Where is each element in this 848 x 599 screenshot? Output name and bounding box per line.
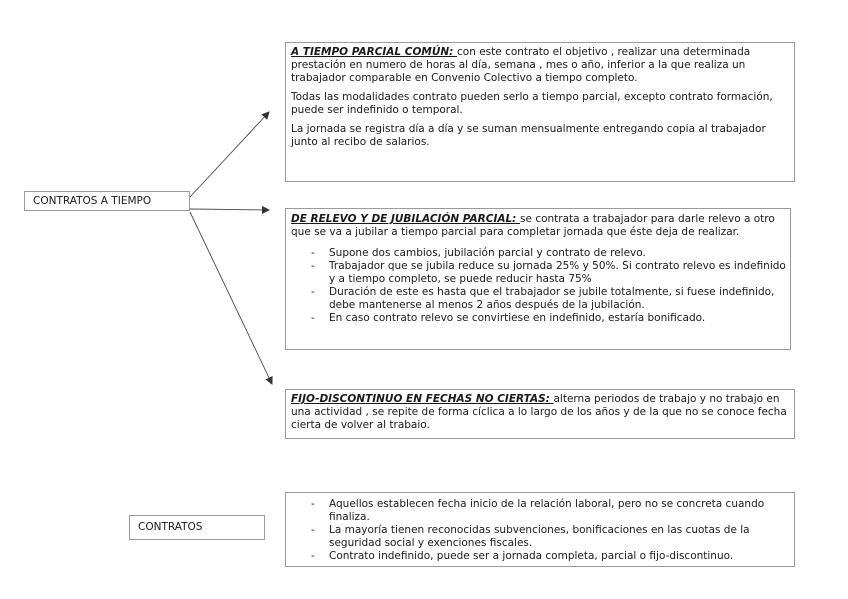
list-item: - Aquellos establecen fecha inicio de la relación laboral, pero no se concreta cuando finaliza.	[291, 498, 787, 524]
arrow-to-tiempo-parcial	[190, 112, 269, 197]
relevo-intro: DE RELEVO Y DE JUBILACIÓN PARCIAL: se contrata a trabajador para darle relevo a otro que se va a jubilar a tiempo parcial para completar jornada que éste deja de realizar.	[291, 213, 775, 238]
tiempo-parcial-para2: Todas las modalidades contrato pueden serlo a tiempo parcial, excepto contrato formación, puede ser indefinido o temporal.	[291, 91, 773, 116]
contratos-a-tiempo-label	[24, 191, 190, 211]
arrow-to-fijo-discontinuo	[190, 212, 272, 384]
fijo-discontinuo-intro: FIJO-DISCONTINUO EN FECHAS NO CIERTAS: alterna periodos de trabajo y no trabajo en una actividad , se repite de forma cíclica a lo largo de los años y de la que no se conoce fecha cierta de volver al trabaio.	[291, 393, 787, 431]
relevo-box	[285, 208, 791, 350]
list-item: - Supone dos cambios, jubilación parcial y contrato de relevo.	[291, 247, 787, 260]
contratos-list	[291, 498, 787, 563]
list-item: - En caso contrato relevo se convirtiese en indefinido, estaría bonificado.	[291, 312, 787, 325]
contratos-text: CONTRATOS	[138, 521, 203, 533]
list-item: - Trabajador que se jubila reduce su jornada 25% y 50%. Si contrato relevo es indefinido y a tiempo completo, se puede reducir hasta 75%	[291, 260, 787, 286]
list-item: - Contrato indefinido, puede ser a jornada completa, parcial o fijo-discontinuo.	[291, 550, 787, 563]
arrow-to-relevo	[190, 209, 269, 210]
list-item: - La mayoría tienen reconocidas subvenciones, bonificaciones en las cuotas de la seguridad social y exenciones fiscales.	[291, 524, 787, 550]
relevo-heading: DE RELEVO Y DE JUBILACIÓN PARCIAL:	[291, 213, 521, 225]
fijo-discontinuo-box	[285, 389, 795, 439]
contratos-a-tiempo-text: CONTRATOS A TIEMPO	[33, 195, 152, 207]
tiempo-parcial-para3: La jornada se registra día a día y se suman mensualmente entregando copia al trabajador junto al recibo de salarios.	[291, 123, 766, 148]
tiempo-parcial-heading: A TIEMPO PARCIAL COMÚN:	[291, 46, 458, 58]
contratos-box	[285, 492, 795, 567]
list-item: - Duración de este es hasta que el trabajador se jubile totalmente, si fuese indefinido, debe mantenerse al menos 2 años después de la jubilación.	[291, 286, 787, 312]
contratos-label	[129, 515, 265, 540]
relevo-list	[291, 247, 787, 325]
fijo-discontinuo-heading: FIJO-DISCONTINUO EN FECHAS NO CIERTAS:	[291, 393, 554, 405]
tiempo-parcial-box	[285, 42, 795, 182]
tiempo-parcial-intro: A TIEMPO PARCIAL COMÚN: con este contrato el objetivo , realizar una determinada prestación en numero de horas al día, semana , mes o año, inferior a la que realiza un trabajador comparable en Convenio Colectivo a tiempo completo.	[291, 46, 751, 84]
